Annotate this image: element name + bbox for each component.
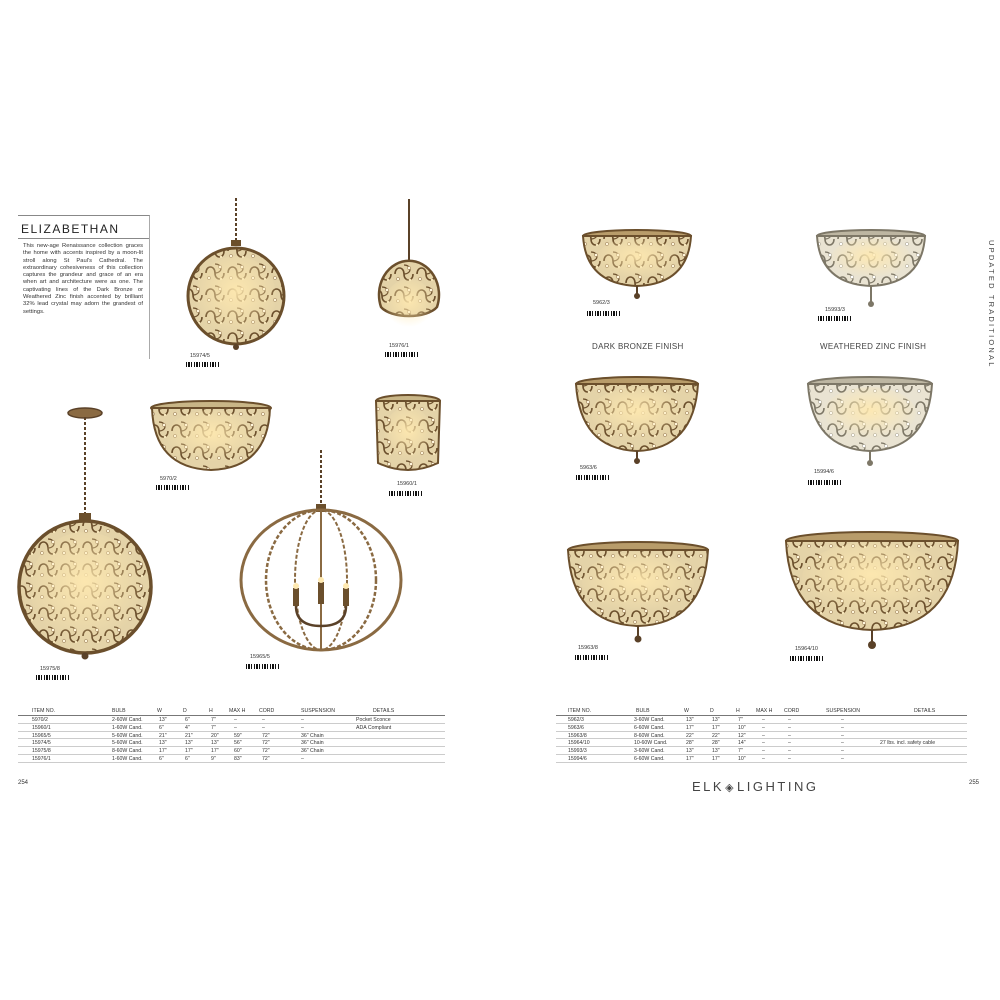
table-cell: – — [841, 724, 844, 731]
product-code: 15965/5 — [250, 654, 270, 660]
table-cell: – — [262, 724, 265, 731]
flush-mount-large-image — [564, 540, 712, 646]
table-cell: – — [234, 724, 237, 731]
table-cell: 6" — [159, 724, 164, 731]
product-15964-10[interactable] — [782, 530, 962, 652]
page-number-left: 254 — [18, 780, 29, 786]
table-cell: 3-60W Cand. — [634, 748, 665, 755]
table-cell: 7" — [738, 748, 743, 755]
table-cell: – — [841, 755, 844, 762]
table-cell: 5970/2 — [32, 717, 48, 723]
product-code: 5970/2 — [160, 476, 177, 482]
collection-title: ELIZABETHAN — [21, 222, 120, 236]
table-cell: 17" — [159, 748, 167, 755]
header-max-h: MAX H — [229, 708, 246, 714]
product-code: 15974/5 — [190, 353, 210, 359]
table-cell: 13" — [712, 748, 720, 755]
table-cell: 15976/1 — [32, 755, 51, 762]
table-cell: 5-60W Cand. — [112, 740, 143, 747]
header-w: W — [684, 708, 689, 714]
table-cell: 27 lbs. incl. safety cable — [880, 740, 936, 747]
table-cell: 7" — [211, 724, 216, 731]
table-cell: – — [234, 717, 237, 723]
table-row — [556, 747, 967, 755]
table-cell: 59" — [234, 732, 242, 739]
table-cell: 15975/8 — [32, 748, 51, 755]
table-row — [18, 747, 445, 755]
table-cell: – — [762, 748, 765, 755]
table-row — [18, 724, 445, 732]
barcode — [818, 316, 852, 321]
elk-diamond-icon: ◈ — [725, 782, 737, 794]
product-5963-6[interactable] — [572, 375, 702, 467]
table-cell: 22" — [686, 732, 694, 739]
header-details: DETAILS — [914, 708, 936, 714]
header-details: DETAILS — [373, 708, 395, 714]
table-cell: 6" — [159, 755, 164, 762]
product-15974-5[interactable] — [182, 196, 292, 356]
table-cell: 15963/8 — [568, 732, 587, 739]
table-cell: 21" — [159, 732, 167, 739]
table-header — [18, 707, 445, 716]
barcode — [156, 485, 190, 490]
table-cell: 72" — [262, 755, 270, 762]
table-cell: – — [301, 724, 304, 731]
table-cell: 3-60W Cand. — [634, 717, 665, 723]
barcode — [790, 656, 824, 661]
table-cell: 72" — [262, 732, 270, 739]
product-code: 5963/6 — [580, 465, 597, 471]
flush-mount-medium-zinc-image — [804, 375, 936, 469]
table-cell: 10-60W Cand. — [634, 740, 668, 747]
header-bulb: BULB — [112, 708, 126, 714]
product-15993-3[interactable] — [814, 228, 928, 310]
product-15965-5[interactable] — [238, 448, 406, 658]
table-cell: 28" — [686, 740, 694, 747]
flush-mount-small-bronze-image — [580, 228, 694, 300]
table-cell: – — [788, 717, 791, 723]
table-cell: – — [841, 732, 844, 739]
table-cell: 13" — [686, 717, 694, 723]
table-row — [18, 732, 445, 740]
collection-description: This new-age Renaissance collection graces the home with accents inspired by a moon-lit stroll along St Paul's Cathedral. The extraordinary cohesiveness of this collection captures the grandeur and grace of an era when art and architecture were as one. The captivating lines of the Dark Bronze or Weathered Zinc finish accented by brilliant 32% lead crystal may adorn the grandest of settings. — [23, 243, 143, 315]
table-cell: 17" — [712, 755, 720, 762]
table-cell: 20" — [211, 732, 219, 739]
table-cell: – — [841, 740, 844, 747]
table-cell: 36" Chain — [301, 732, 324, 739]
product-15963-8[interactable] — [564, 540, 712, 646]
product-code: 15993/3 — [825, 307, 845, 313]
table-cell: 6-60W Cand. — [634, 755, 665, 762]
table-cell: 4" — [185, 724, 190, 731]
table-cell: 15964/10 — [568, 740, 590, 747]
flush-mount-extra-large-image — [782, 530, 962, 652]
table-cell: 21" — [185, 732, 193, 739]
table-cell: 72" — [262, 740, 270, 747]
table-cell: 13" — [211, 740, 219, 747]
table-cell: 9" — [211, 755, 216, 762]
table-cell: 17" — [686, 724, 694, 731]
brand-left: ELK — [692, 779, 725, 794]
header-cord: CORD — [784, 708, 800, 714]
table-cell: – — [301, 755, 304, 762]
table-cell: 15965/5 — [32, 732, 51, 739]
header-item-no: ITEM NO. — [32, 708, 56, 714]
product-15975-8[interactable] — [15, 405, 155, 661]
table-row — [556, 724, 967, 732]
table-cell: – — [841, 717, 844, 723]
table-cell: – — [762, 724, 765, 731]
table-cell: 28" — [712, 740, 720, 747]
header-item-no: ITEM NO. — [568, 708, 592, 714]
table-cell: – — [788, 732, 791, 739]
table-cell: 1-60W Cand. — [112, 755, 143, 762]
table-cell: 15993/3 — [568, 748, 587, 755]
table-cell: 12" — [738, 732, 746, 739]
product-code: 15960/1 — [397, 481, 417, 487]
table-cell: 7" — [211, 717, 216, 723]
table-cell: – — [788, 724, 791, 731]
table-row — [18, 755, 445, 763]
product-15994-6[interactable] — [804, 375, 936, 469]
table-cell: 13" — [185, 740, 193, 747]
table-cell: 6-60W Cand. — [634, 724, 665, 731]
table-cell: 7" — [738, 717, 743, 723]
table-row — [556, 716, 967, 724]
table-cell: 5963/6 — [568, 724, 584, 731]
header-max-h: MAX H — [756, 708, 773, 714]
product-code: 15994/6 — [814, 469, 834, 475]
barcode — [587, 311, 621, 316]
barcode — [385, 352, 419, 357]
barcode — [576, 475, 610, 480]
table-cell: 2-60W Cand. — [112, 717, 143, 723]
table-cell: – — [262, 717, 265, 723]
table-cell: 6" — [185, 717, 190, 723]
barcode — [575, 655, 609, 660]
table-cell: ADA Compliant — [356, 724, 392, 731]
table-cell: 15994/6 — [568, 755, 587, 762]
table-row — [18, 716, 445, 724]
open-orb-chandelier-image — [238, 448, 406, 658]
product-code: 5962/3 — [593, 300, 610, 306]
header-suspension: SUSPENSION — [826, 708, 861, 714]
table-cell: – — [762, 717, 765, 723]
table-cell: 56" — [234, 740, 242, 747]
table-cell: 8-60W Cand. — [112, 748, 143, 755]
table-cell: 17" — [185, 748, 193, 755]
header-d: D — [183, 708, 187, 714]
table-row — [18, 739, 445, 747]
product-5962-3[interactable] — [580, 228, 694, 300]
spec-table-right — [556, 707, 967, 763]
header-cord: CORD — [259, 708, 275, 714]
table-cell: 1-60W Cand. — [112, 724, 143, 731]
table-cell: – — [762, 740, 765, 747]
flush-mount-small-zinc-image — [814, 228, 928, 310]
table-cell: 15960/1 — [32, 724, 51, 731]
table-cell: 60" — [234, 748, 242, 755]
finish-label-weathered-zinc: WEATHERED ZINC FINISH — [820, 342, 927, 351]
table-cell: 13" — [686, 748, 694, 755]
table-cell: 36" Chain — [301, 740, 324, 747]
table-row — [556, 732, 967, 740]
barcode — [36, 675, 70, 680]
spec-table-left — [18, 707, 445, 763]
table-cell: 10" — [738, 755, 746, 762]
table-cell: – — [841, 748, 844, 755]
header-bulb: BULB — [636, 708, 650, 714]
table-cell: Pocket Sconce — [356, 717, 391, 723]
table-cell: – — [788, 755, 791, 762]
table-cell: – — [788, 740, 791, 747]
product-code: 15976/1 — [389, 343, 409, 349]
product-code: 15975/8 — [40, 666, 60, 672]
page-number-right: 255 — [969, 780, 980, 786]
elk-lighting-logo — [692, 779, 818, 794]
table-cell: – — [301, 717, 304, 723]
collection-intro — [18, 215, 150, 359]
header-h: H — [209, 708, 213, 714]
table-row — [556, 739, 967, 747]
table-header — [556, 707, 967, 716]
table-cell: 5962/3 — [568, 717, 584, 723]
table-cell: 17" — [211, 748, 219, 755]
table-cell: 22" — [712, 732, 720, 739]
table-cell: 8-60W Cand. — [634, 732, 665, 739]
table-cell: 6" — [185, 755, 190, 762]
table-cell: 36" Chain — [301, 748, 324, 755]
finish-label-dark-bronze: DARK BRONZE FINISH — [592, 342, 684, 351]
barcode — [186, 362, 220, 367]
table-cell: 17" — [712, 724, 720, 731]
table-cell: – — [762, 732, 765, 739]
table-cell: 5-60W Cand. — [112, 732, 143, 739]
table-cell: – — [762, 755, 765, 762]
orb-pendant-image — [182, 196, 292, 356]
header-suspension: SUSPENSION — [301, 708, 336, 714]
header-w: W — [157, 708, 162, 714]
product-code: 15963/8 — [578, 645, 598, 651]
table-cell: 14" — [738, 740, 746, 747]
table-cell: 10" — [738, 724, 746, 731]
title-divider — [18, 238, 149, 239]
brand-right: LIGHTING — [737, 779, 819, 794]
barcode — [246, 664, 280, 669]
large-orb-pendant-image — [15, 405, 155, 661]
section-side-label: UPDATED TRADITIONAL — [987, 240, 996, 369]
table-cell: 13" — [159, 740, 167, 747]
header-d: D — [710, 708, 714, 714]
product-15976-1[interactable] — [371, 197, 447, 345]
flush-mount-medium-bronze-image — [572, 375, 702, 467]
table-cell: 13" — [159, 717, 167, 723]
table-cell: 13" — [712, 717, 720, 723]
header-h: H — [736, 708, 740, 714]
table-cell: 15974/5 — [32, 740, 51, 747]
table-cell: 72" — [262, 748, 270, 755]
mini-pendant-image — [371, 197, 447, 345]
barcode — [808, 480, 842, 485]
table-cell: 83" — [234, 755, 242, 762]
table-cell: – — [788, 748, 791, 755]
product-code: 15964/10 — [795, 646, 818, 652]
table-row — [556, 755, 967, 763]
table-cell: 17" — [686, 755, 694, 762]
